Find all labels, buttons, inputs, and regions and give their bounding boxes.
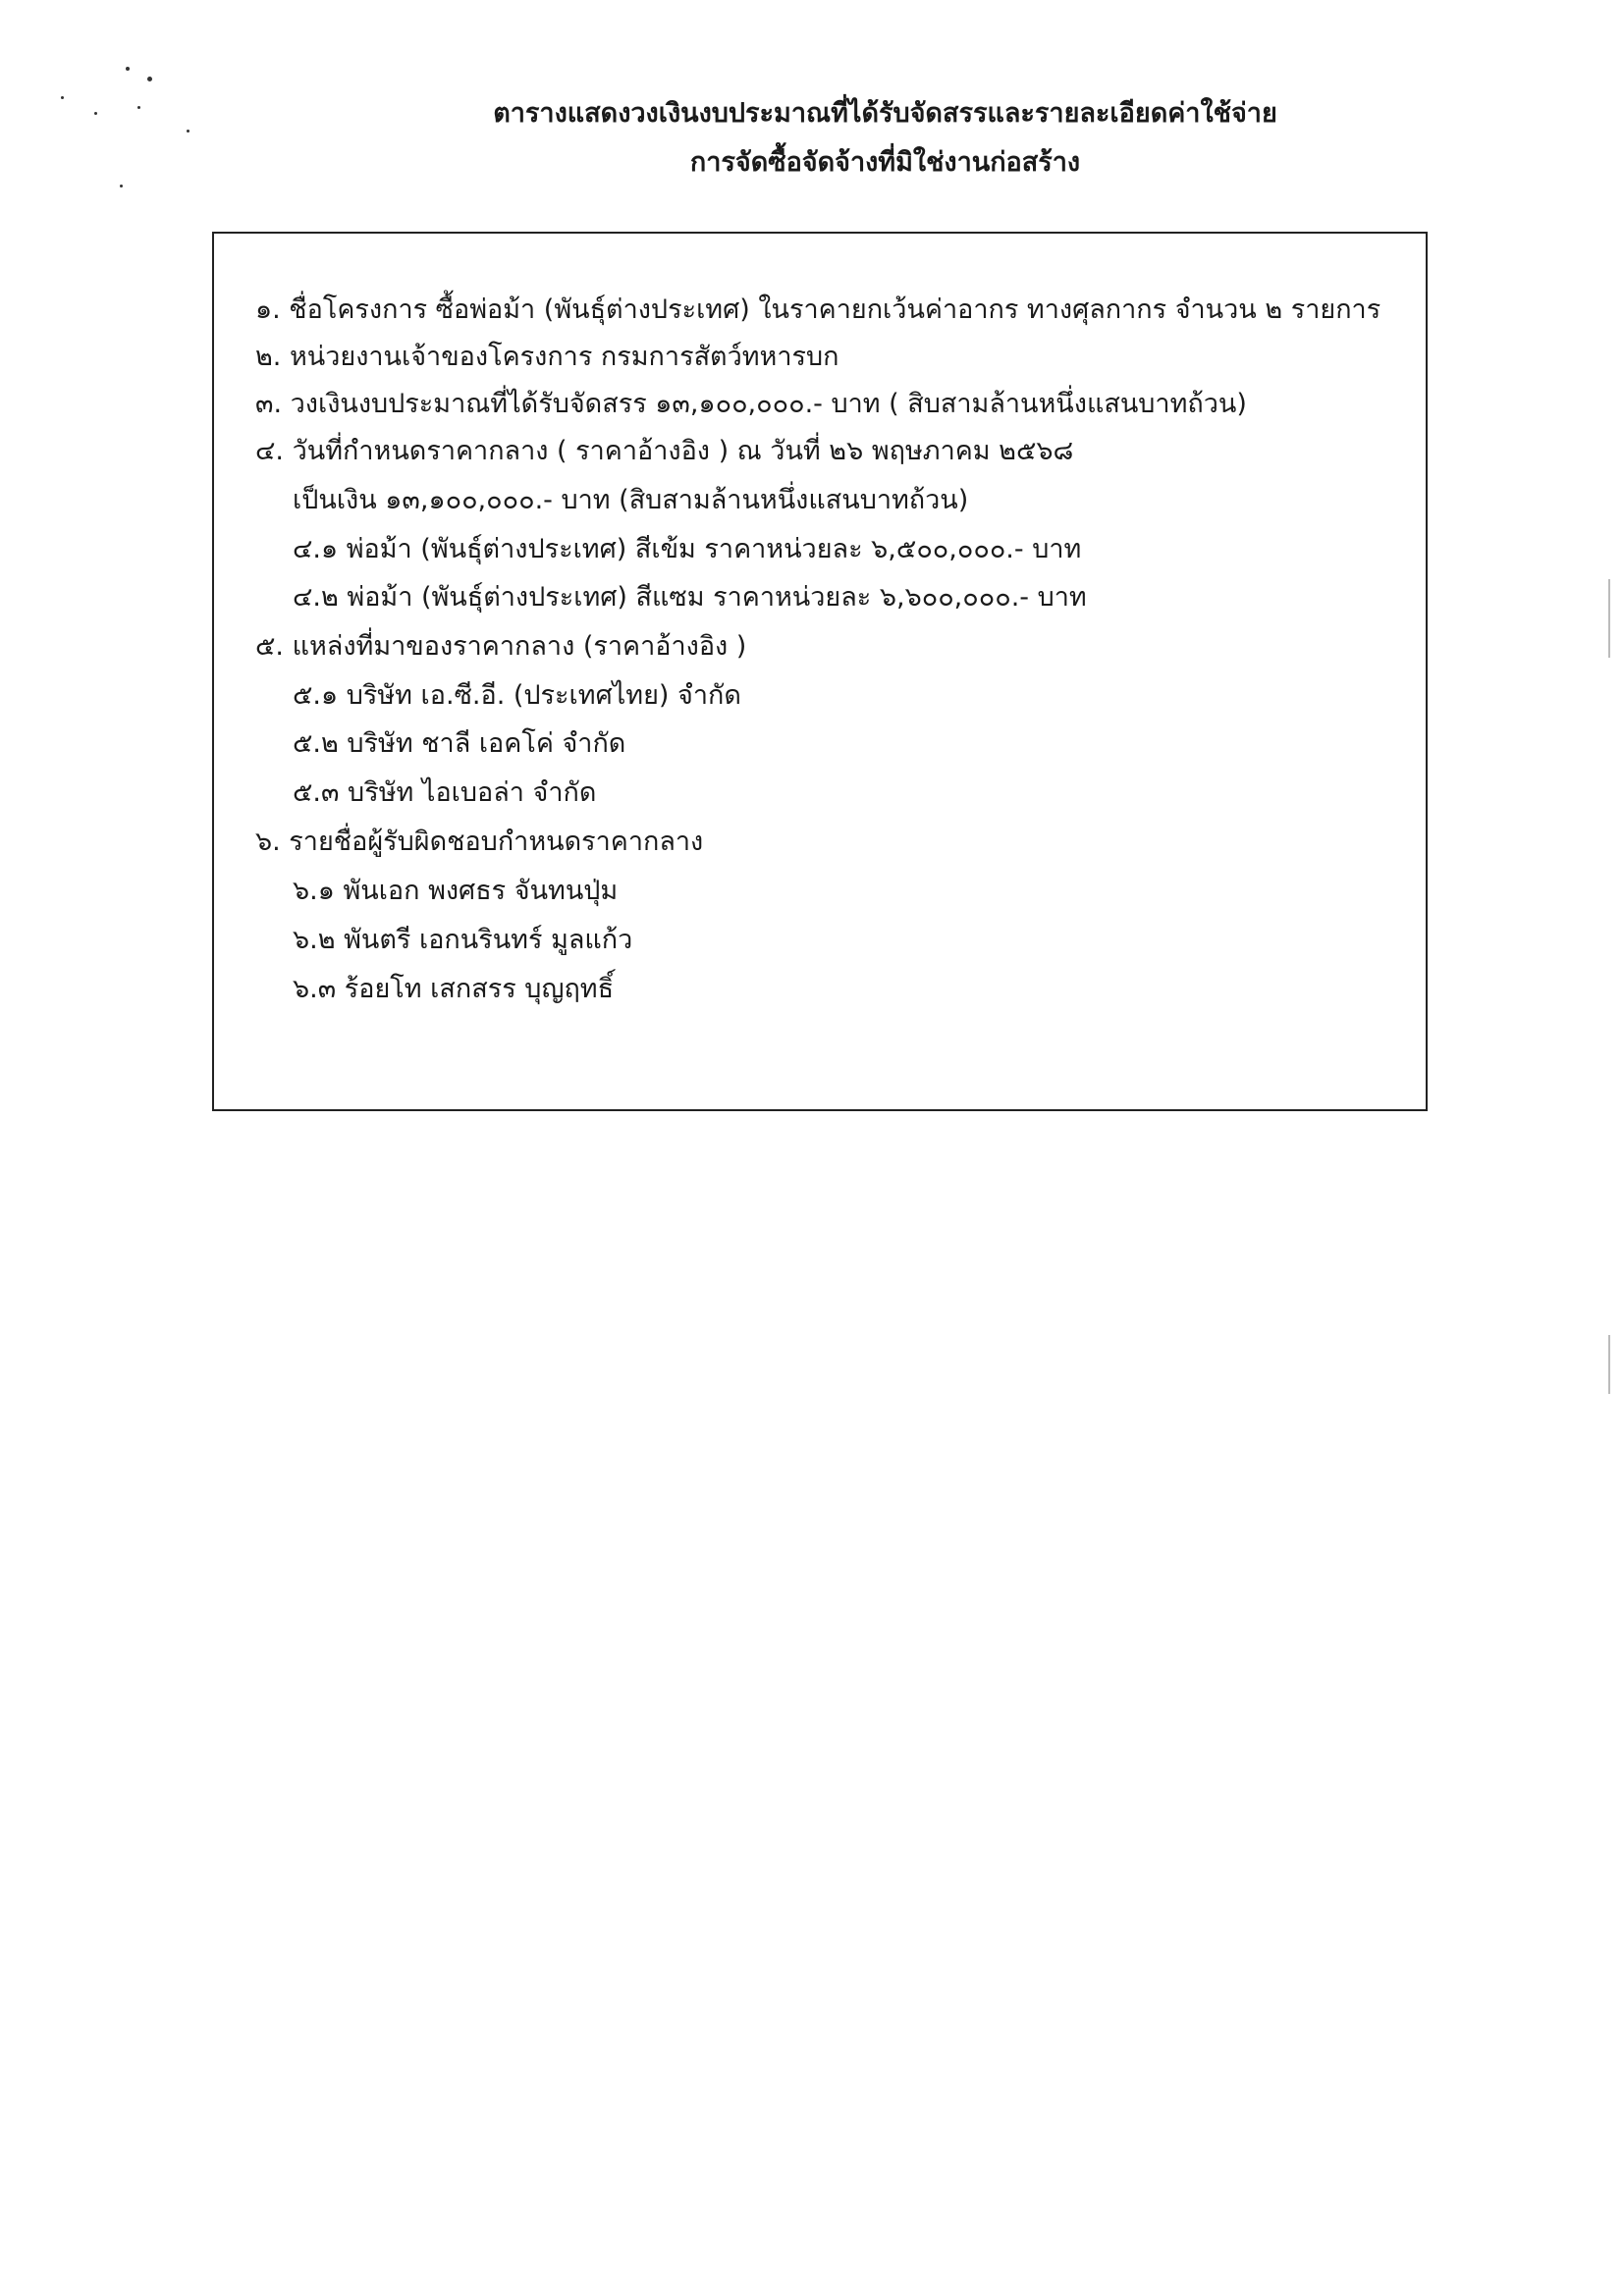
details-box bbox=[212, 232, 1428, 1111]
item-subitem-4-2: ๔.๒ พ่อม้า (พันธุ์ต่างประเทศ) สีแซม ราคาหน่วยละ ๖,๖๐๐,๐๐๐.- บาท bbox=[293, 582, 1087, 613]
document-title-line1: ตารางแสดงวงเงินงบประมาณที่ได้รับจัดสรรและรายละเอียดค่าใช้จ่าย bbox=[493, 98, 1277, 129]
item-budget: ๓. วงเงินงบประมาณที่ได้รับจัดสรร ๑๓,๑๐๐,๐๐๐.- บาท ( สิบสามล้านหนึ่งแสนบาทถ้วน) bbox=[255, 389, 1247, 419]
item-source-5-2: ๕.๒ บริษัท ชาลี เอคโค่ จำกัด bbox=[293, 728, 626, 759]
item-project-name: ๑. ชื่อโครงการ ซื้อพ่อม้า (พันธุ์ต่างประเทศ) ในราคายกเว้นค่าอากร ทางศุลกากร จำนวน ๒ รายการ bbox=[255, 294, 1381, 325]
item-person-6-1: ๖.๑ พันเอก พงศธร จันทนปุ่ม bbox=[293, 876, 619, 906]
item-person-6-3: ๖.๓ ร้อยโท เสกสรร บุญฤทธิ์ bbox=[293, 974, 615, 1004]
item-reference-amount: เป็นเงิน ๑๓,๑๐๐,๐๐๐.- บาท (สิบสามล้านหนึ่งแสนบาทถ้วน) bbox=[293, 485, 969, 515]
item-source-5-1: ๕.๑ บริษัท เอ.ซี.อี. (ประเทศไทย) จำกัด bbox=[293, 680, 741, 711]
scan-speck bbox=[120, 185, 123, 187]
document-title-line2: การจัดซื้อจัดจ้างที่มิใช่งานก่อสร้าง bbox=[689, 147, 1081, 178]
item-person-6-2: ๖.๒ พันตรี เอกนรินทร์ มูลแก้ว bbox=[293, 925, 633, 955]
item-reference-date: ๔. วันที่กำหนดราคากลาง ( ราคาอ้างอิง ) ณ วันที่ ๒๖ พฤษภาคม ๒๕๖๘ bbox=[255, 436, 1074, 466]
item-price-sources: ๕. แหล่งที่มาของราคากลาง (ราคาอ้างอิง ) bbox=[255, 631, 747, 662]
item-source-5-3: ๕.๓ บริษัท ไอเบอล่า จำกัด bbox=[293, 777, 597, 808]
item-owner-agency: ๒. หน่วยงานเจ้าของโครงการ กรมการสัตว์ทหารบก bbox=[255, 342, 839, 372]
scan-speck bbox=[147, 77, 152, 81]
item-responsible-persons: ๖. รายชื่อผู้รับผิดชอบกำหนดราคากลาง bbox=[255, 827, 704, 857]
scan-speck bbox=[126, 67, 130, 71]
item-subitem-4-1: ๔.๑ พ่อม้า (พันธุ์ต่างประเทศ) สีเข้ม ราคาหน่วยละ ๖,๕๐๐,๐๐๐.- บาท bbox=[293, 534, 1082, 564]
scan-edge-mark bbox=[1608, 1335, 1610, 1394]
scan-edge-mark bbox=[1608, 579, 1610, 658]
